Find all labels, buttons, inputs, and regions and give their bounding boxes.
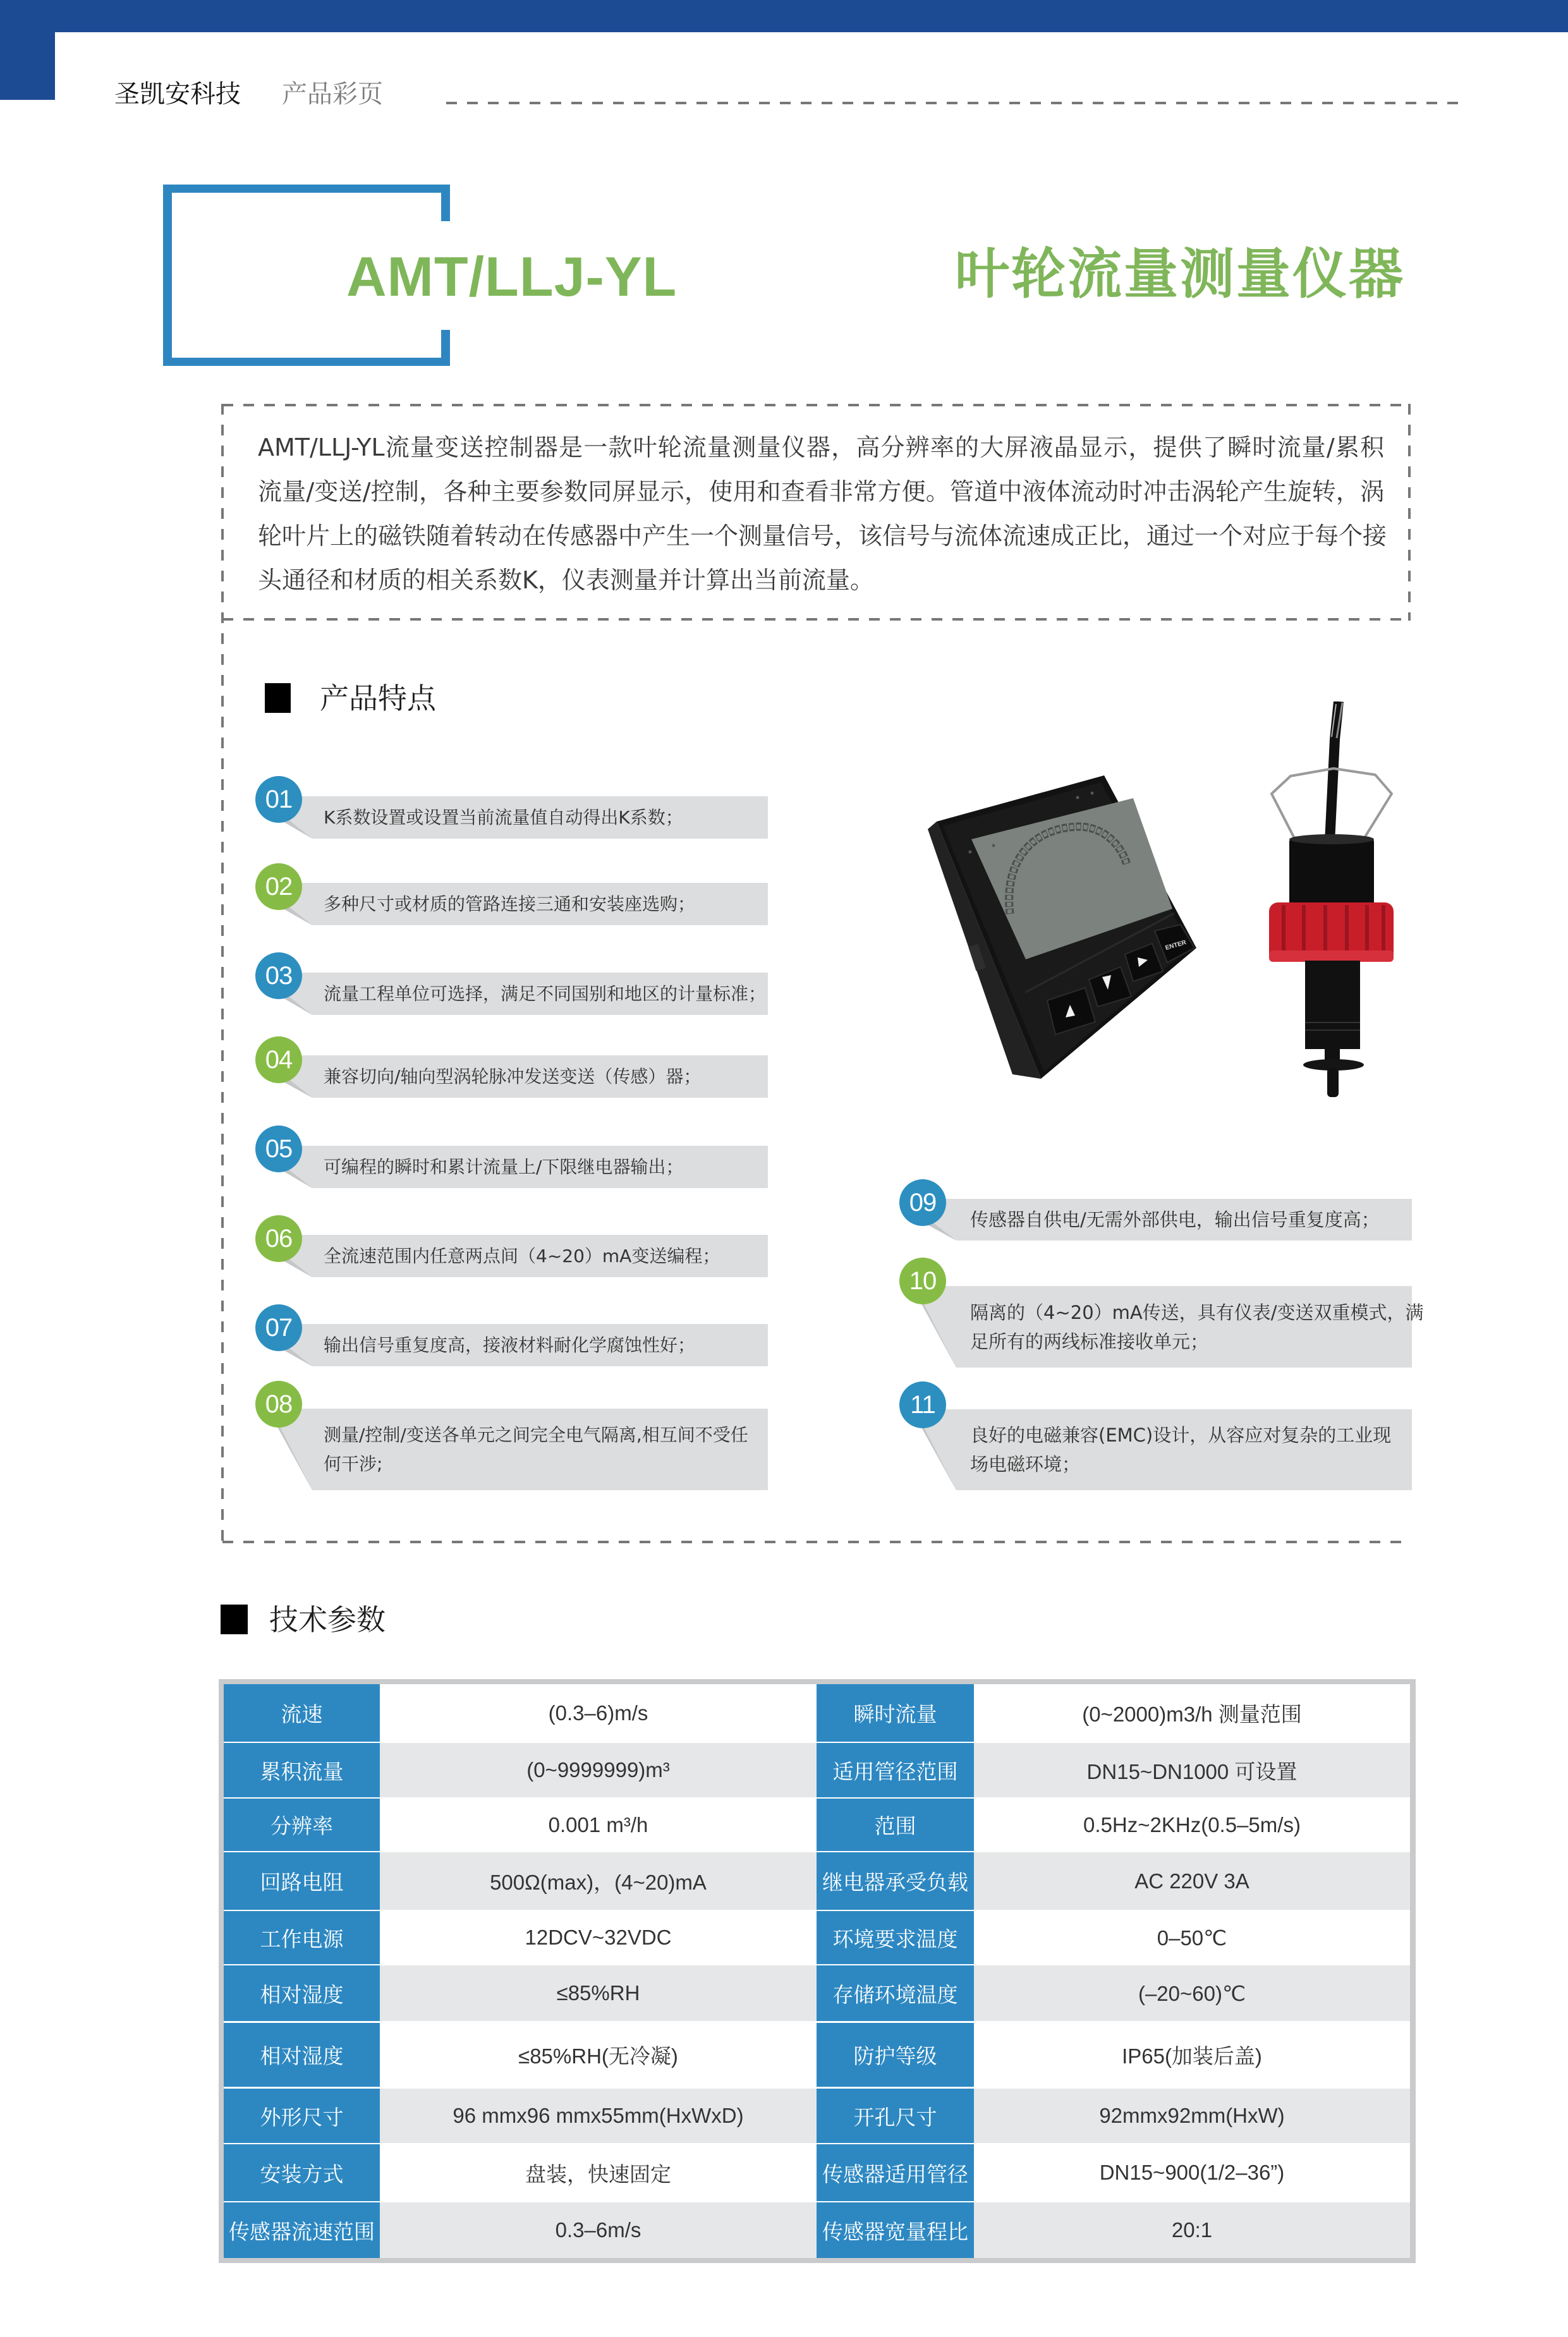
spec-value: IP65(加装后盖) bbox=[974, 2023, 1410, 2087]
feature-number: 03 bbox=[265, 961, 293, 990]
description-line: 头通径和材质的相关系数K，仪表测量并计算出当前流量。 bbox=[258, 566, 874, 594]
content-left-dashed-border bbox=[221, 404, 224, 1543]
feature-item-11 bbox=[899, 1381, 1418, 1495]
feature-number: 08 bbox=[265, 1390, 293, 1418]
spec-label: 传感器流速范围 bbox=[224, 2202, 380, 2258]
spec-label: 适用管径范围 bbox=[817, 1743, 974, 1797]
spec-label: 流速 bbox=[224, 1684, 380, 1742]
table-row bbox=[224, 2144, 1410, 2201]
feature-text bbox=[324, 973, 766, 1015]
feature-number-badge bbox=[899, 1381, 946, 1428]
feature-number: 07 bbox=[265, 1313, 293, 1342]
spec-value: DN15~900(1/2–36”) bbox=[974, 2144, 1410, 2201]
feature-text-line: 多种尺寸或材质的管路连接三通和安装座选购； bbox=[324, 893, 696, 914]
feature-item-08 bbox=[255, 1381, 774, 1495]
spec-label: 范围 bbox=[817, 1799, 974, 1851]
spec-label: 存储环境温度 bbox=[817, 1965, 974, 2021]
impeller-sensor-image bbox=[1264, 701, 1403, 1100]
spec-label: 分辨率 bbox=[224, 1799, 380, 1851]
spec-value: 20:1 bbox=[974, 2202, 1410, 2258]
feature-text bbox=[970, 1409, 1391, 1490]
section-marker-square bbox=[221, 1605, 248, 1634]
feature-number: 06 bbox=[265, 1224, 293, 1253]
spec-value: (–20~60)℃ bbox=[974, 1965, 1410, 2021]
spec-label: 传感器适用管径 bbox=[817, 2144, 974, 2201]
feature-text-line: 可编程的瞬时和累计流量上/下限继电器输出； bbox=[324, 1156, 684, 1177]
feature-number: 09 bbox=[909, 1188, 937, 1217]
description-line: 流量/变送/控制，各种主要参数同屏显示，使用和查看非常方便。管道中液体流动时冲击涡轮产生旋转，涡 bbox=[258, 478, 1384, 506]
feature-text bbox=[970, 1286, 1424, 1368]
feature-text bbox=[324, 883, 695, 925]
top-left-brand-block bbox=[0, 0, 55, 100]
spec-value: (0.3–6)m/s bbox=[380, 1684, 817, 1742]
spec-value: ≤85%RH(无冷凝) bbox=[380, 2023, 817, 2087]
specs-table bbox=[219, 1679, 1416, 2263]
impeller-sensor-illustration bbox=[1264, 701, 1403, 1100]
feature-text-line: 何干涉; bbox=[324, 1453, 383, 1474]
spec-value: 92mmx92mm(HxW) bbox=[974, 2089, 1410, 2143]
feature-number-badge bbox=[255, 1036, 302, 1083]
spec-value: 96 mmx96 mmx55mm(HxWxD) bbox=[380, 2089, 817, 2143]
feature-text-line: 全流速范围内任意两点间（4~20）mA变送编程； bbox=[324, 1245, 720, 1266]
spec-value: (0~2000)m3/h 测量范围 bbox=[974, 1684, 1410, 1742]
flow-meter-illustration bbox=[923, 765, 1207, 1081]
features-heading: 产品特点 bbox=[320, 681, 436, 715]
spec-value: 0–50℃ bbox=[974, 1911, 1410, 1964]
title-bracket-right-top bbox=[441, 185, 450, 221]
feature-text bbox=[324, 1146, 683, 1188]
feature-text-line: 场电磁环境； bbox=[970, 1454, 1081, 1475]
feature-text-line: 测量/控制/变送各单元之间完全电气隔离,相互间不受任 bbox=[324, 1424, 748, 1445]
spec-value: ≤85%RH bbox=[380, 1965, 817, 2021]
spec-value: 0.5Hz~2KHz(0.5–5m/s) bbox=[974, 1799, 1410, 1851]
description-box-right-border bbox=[1408, 404, 1411, 621]
feature-text-line: 输出信号重复度高，接液材料耐化学腐蚀性好； bbox=[324, 1334, 696, 1356]
feature-number-badge bbox=[255, 1381, 302, 1428]
table-row bbox=[224, 1852, 1410, 1910]
feature-number-badge bbox=[255, 863, 302, 910]
feature-number: 04 bbox=[265, 1045, 293, 1074]
product-name: 叶轮流量测量仪器 bbox=[955, 243, 1405, 306]
table-row bbox=[224, 2202, 1410, 2258]
spec-label: 环境要求温度 bbox=[817, 1911, 974, 1964]
spec-label: 防护等级 bbox=[817, 2023, 974, 2087]
feature-item-10 bbox=[899, 1258, 1424, 1371]
description-line: AMT/LLJ-YL流量变送控制器是一款叶轮流量测量仪器，高分辨率的大屏液晶显示，提供了瞬时流量/累积 bbox=[258, 434, 1384, 461]
feature-text bbox=[324, 1235, 720, 1277]
spec-value: 0.001 m³/h bbox=[380, 1799, 817, 1851]
feature-number: 11 bbox=[910, 1390, 935, 1419]
product-model: AMT/LLJ-YL bbox=[346, 245, 678, 308]
feature-number-badge bbox=[899, 1258, 946, 1304]
spec-value: 12DCV~32VDC bbox=[380, 1911, 817, 1964]
specs-heading: 技术参数 bbox=[269, 1603, 386, 1637]
feature-text-line: 隔离的（4~20）mA传送，具有仪表/变送双重模式，满 bbox=[970, 1301, 1424, 1323]
specs-table-body bbox=[224, 1684, 1410, 2258]
spec-label: 传感器宽量程比 bbox=[817, 2202, 974, 2258]
feature-text-line: 传感器自供电/无需外部供电，输出信号重复度高； bbox=[970, 1209, 1380, 1230]
description-box-bottom-border bbox=[222, 618, 1411, 621]
spec-label: 外形尺寸 bbox=[224, 2089, 380, 2143]
feature-number-badge bbox=[255, 1215, 302, 1262]
spec-value: 0.3–6m/s bbox=[380, 2202, 817, 2258]
spec-label: 瞬时流量 bbox=[817, 1684, 974, 1742]
spec-value: DN15~DN1000 可设置 bbox=[974, 1743, 1410, 1797]
feature-text-line: K系数设置或设置当前流量值自动得出K系数； bbox=[324, 806, 683, 828]
feature-number-badge bbox=[255, 1126, 302, 1172]
spec-value: 盘装，快速固定 bbox=[380, 2144, 817, 2201]
header-dashed-rule bbox=[446, 102, 1460, 104]
spec-value: (0~9999999)m³ bbox=[380, 1743, 817, 1797]
spec-label: 累积流量 bbox=[224, 1743, 380, 1797]
company-name: 圣凯安科技 bbox=[114, 80, 241, 109]
feature-text bbox=[324, 1055, 701, 1098]
table-row bbox=[224, 1684, 1410, 1742]
description-line: 轮叶片上的磁铁随着转动在传感器中产生一个测量信号，该信号与流体流速成正比，通过一个对应于每个接 bbox=[258, 522, 1387, 550]
feature-text-line: 良好的电磁兼容(EMC)设计，从容应对复杂的工业现 bbox=[970, 1424, 1392, 1446]
table-row bbox=[224, 1911, 1410, 1964]
title-bracket-left bbox=[163, 185, 172, 366]
feature-text bbox=[324, 1324, 695, 1366]
spec-label: 相对湿度 bbox=[224, 1965, 380, 2021]
spec-label: 相对湿度 bbox=[224, 2023, 380, 2087]
feature-number: 01 bbox=[265, 785, 293, 813]
table-row bbox=[224, 2023, 1410, 2087]
spec-value: 500Ω(max)，(4~20)mA bbox=[380, 1852, 817, 1910]
feature-text-line: 足所有的两线标准接收单元； bbox=[970, 1330, 1209, 1352]
feature-text-line: 兼容切向/轴向型涡轮脉冲发送变送（传感）器； bbox=[324, 1065, 702, 1087]
feature-number-badge bbox=[255, 1304, 302, 1351]
title-bracket-top bbox=[163, 185, 450, 193]
feature-text bbox=[324, 1409, 748, 1490]
feature-number-badge bbox=[255, 776, 302, 823]
spec-label: 回路电阻 bbox=[224, 1852, 380, 1910]
feature-number: 05 bbox=[265, 1134, 293, 1163]
table-row bbox=[224, 2089, 1410, 2143]
flow-meter-display-image bbox=[923, 765, 1207, 1081]
top-brand-bar bbox=[0, 0, 1568, 32]
spec-label: 继电器承受负载 bbox=[817, 1852, 974, 1910]
feature-text bbox=[970, 1199, 1380, 1241]
table-row bbox=[224, 1965, 1410, 2021]
spec-value: AC 220V 3A bbox=[974, 1852, 1410, 1910]
enter-key-label: ENTER bbox=[1164, 939, 1188, 952]
brochure-subtitle: 产品彩页 bbox=[282, 80, 383, 109]
spec-label: 开孔尺寸 bbox=[817, 2089, 974, 2143]
spec-label: 工作电源 bbox=[224, 1911, 380, 1964]
title-bracket-right-bottom bbox=[441, 330, 450, 366]
section-marker-square bbox=[265, 683, 291, 713]
feature-number: 10 bbox=[909, 1266, 937, 1295]
features-bottom-border bbox=[222, 1541, 1411, 1543]
feature-number-badge bbox=[899, 1179, 946, 1226]
feature-text bbox=[324, 796, 683, 839]
spec-label: 安装方式 bbox=[224, 2144, 380, 2201]
description-box-top-border bbox=[222, 404, 1411, 406]
table-row bbox=[224, 1743, 1410, 1797]
title-bracket-bottom bbox=[163, 358, 450, 366]
table-row bbox=[224, 1799, 1410, 1851]
feature-number-badge bbox=[255, 952, 302, 999]
feature-number: 02 bbox=[265, 872, 293, 901]
feature-text-line: 流量工程单位可选择，满足不同国别和地区的计量标准； bbox=[324, 983, 767, 1004]
